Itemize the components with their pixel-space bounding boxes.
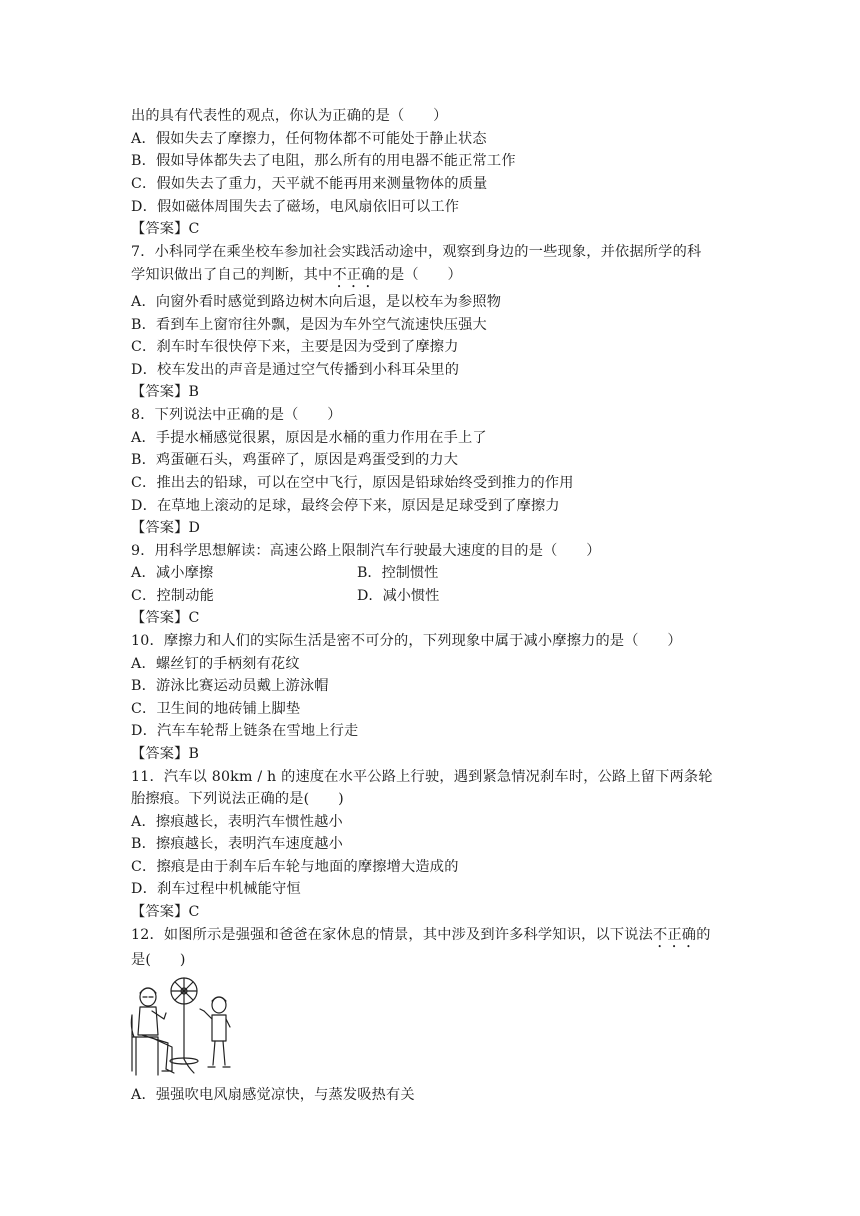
question-11-answer: 【答案】C bbox=[131, 904, 200, 920]
question-10-option-a: A．螺丝钉的手柄刻有花纹 bbox=[131, 656, 300, 672]
question-11-option-a: A．擦痕越长，表明汽车惯性越小 bbox=[131, 814, 343, 830]
question-11-stem-line1: 11．汽车以 80km / h 的速度在水平公路上行驶，遇到紧急情况刹车时，公路上留下两条轮 bbox=[131, 769, 713, 785]
question-9-answer: 【答案】C bbox=[131, 610, 200, 626]
question-11-stem-line2: 胎擦痕。下列说法正确的是( ) bbox=[131, 791, 344, 807]
question-9-option-b: B．控制惯性 bbox=[357, 565, 439, 581]
question-11-option-b: B．擦痕越长，表明汽车速度越小 bbox=[131, 836, 344, 852]
question-6-option-b: B．假如导体都失去了电阻，那么所有的用电器不能正常工作 bbox=[131, 153, 516, 169]
question-6-stem-tail: 出的具有代表性的观点，你认为正确的是（ ） bbox=[131, 108, 448, 124]
question-8-option-a: A．手提水桶感觉很累，原因是水桶的重力作用在手上了 bbox=[131, 430, 487, 446]
question-12-option-a: A．强强吹电风扇感觉凉快，与蒸发吸热有关 bbox=[131, 1087, 415, 1103]
question-7-option-d: D．校车发出的声音是通过空气传播到小科耳朵里的 bbox=[131, 362, 460, 378]
question-12-stem-line2: 是( ) bbox=[131, 952, 186, 968]
question-10-option-d: D．汽车车轮帮上链条在雪地上行走 bbox=[131, 723, 359, 739]
question-10-option-b: B．游泳比赛运动员戴上游泳帽 bbox=[131, 678, 329, 694]
question-7-option-a: A．向窗外看时感觉到路边树木向后退，是以校车为参照物 bbox=[131, 294, 502, 310]
question-9-option-d: D．减小惯性 bbox=[357, 588, 440, 604]
question-6-answer: 【答案】C bbox=[131, 221, 200, 237]
question-7-emphasis: 不正确 bbox=[332, 267, 376, 283]
question-12-stem-before: 12．如图所示是强强和爸爸在家休息的情景，其中涉及到许多科学知识，以下说法 bbox=[131, 927, 654, 943]
question-8-answer: 【答案】D bbox=[131, 520, 201, 536]
question-10-stem: 10．摩擦力和人们的实际生活是密不可分的，下列现象中属于减小摩擦力的是（ ） bbox=[131, 633, 682, 649]
father-child-fan-illustration bbox=[128, 975, 240, 1085]
question-12-stem-line1 bbox=[131, 925, 711, 951]
question-8-stem: 8．下列说法中正确的是（ ） bbox=[131, 407, 342, 423]
question-10-option-c: C．卫生间的地砖铺上脚垫 bbox=[131, 701, 301, 717]
question-11-option-c: C．擦痕是由于刹车后车轮与地面的摩擦增大造成的 bbox=[131, 859, 459, 875]
question-6-option-d: D．假如磁体周围失去了磁场，电风扇依旧可以工作 bbox=[131, 199, 460, 215]
question-8-option-d: D．在草地上滚动的足球，最终会停下来，原因是足球受到了摩擦力 bbox=[131, 498, 560, 514]
question-10-answer: 【答案】B bbox=[131, 746, 200, 762]
question-7-stem-before: 学知识做出了自己的判断，其中 bbox=[131, 267, 333, 283]
question-7-stem-line1: 7．小科同学在乘坐校车参加社会实践活动途中，观察到身边的一些现象，并依据所学的科 bbox=[131, 244, 702, 260]
question-11-option-d: D．刹车过程中机械能守恒 bbox=[131, 881, 301, 897]
question-9-option-a: A．减小摩擦 bbox=[131, 565, 214, 581]
question-6-option-c: C．假如失去了重力，天平就不能再用来测量物体的质量 bbox=[131, 176, 488, 192]
question-8-option-c: C．推出去的铅球，可以在空中飞行，原因是铅球始终受到推力的作用 bbox=[131, 475, 574, 491]
question-7-option-c: C．刹车时车很快停下来，主要是因为受到了摩擦力 bbox=[131, 339, 459, 355]
question-12-emphasis: 不正确 bbox=[653, 927, 697, 943]
question-12-stem-after: 的 bbox=[696, 927, 711, 943]
question-7-stem-line2 bbox=[131, 265, 462, 291]
question-7-stem-after: 的是（ ） bbox=[375, 267, 462, 283]
question-9-stem: 9．用科学思想解读：高速公路上限制汽车行驶最大速度的目的是（ ） bbox=[131, 543, 601, 559]
question-7-option-b: B．看到车上窗帘往外飘，是因为车外空气流速快压强大 bbox=[131, 317, 487, 333]
question-9-option-c: C．控制动能 bbox=[131, 588, 214, 604]
question-8-option-b: B．鸡蛋砸石头，鸡蛋碎了，原因是鸡蛋受到的力大 bbox=[131, 452, 459, 468]
question-6-option-a: A．假如失去了摩擦力，任何物体都不可能处于静止状态 bbox=[131, 131, 487, 147]
question-7-answer: 【答案】B bbox=[131, 384, 200, 400]
